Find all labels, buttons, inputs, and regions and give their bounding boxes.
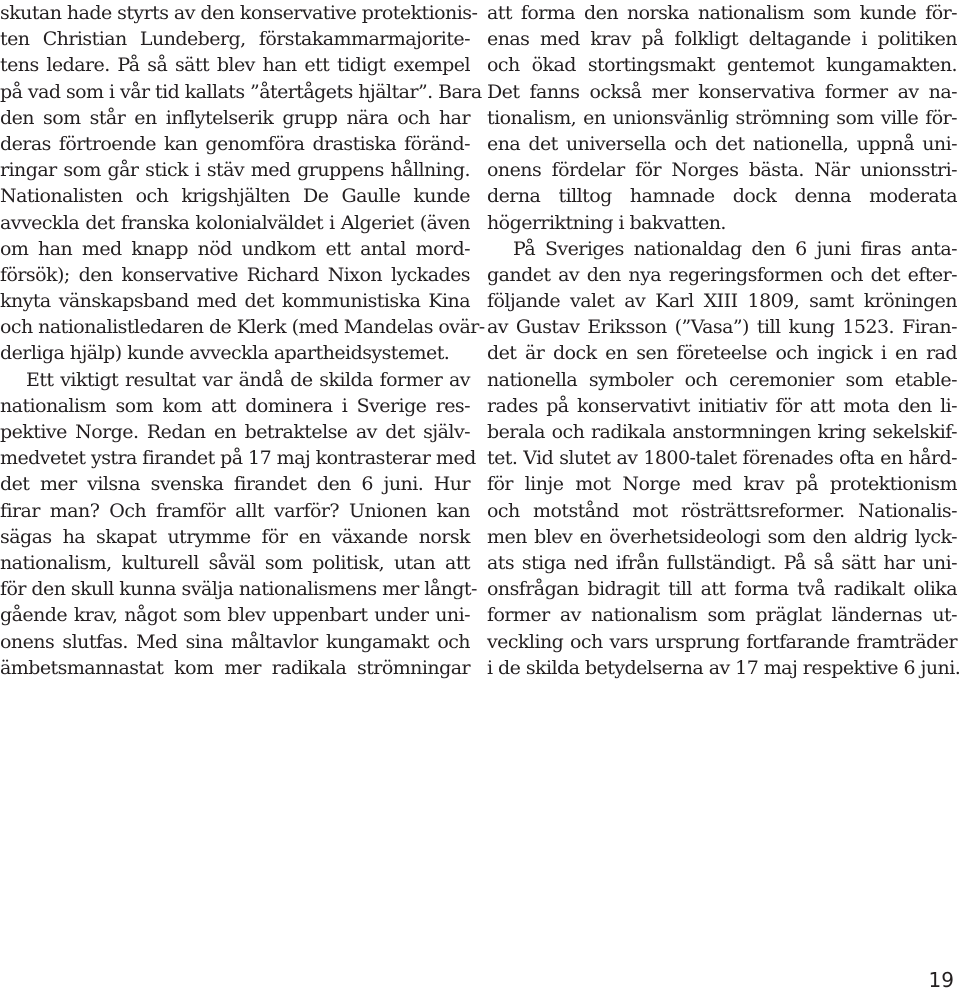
text-line: medvetet ystra firandet på 17 maj kontrasterar med [0, 447, 476, 470]
text-line: skutan hade styrts av den konservative protektionis- [0, 2, 478, 24]
text-line: knyta vänskapsband med det kommunistiska Kina [0, 290, 470, 313]
text-line: berala och radikala anstormningen kring sekelskif- [487, 421, 957, 443]
text-line: försök); den konservative Richard Nixon lyckades [0, 263, 470, 286]
text-line: högerriktning i bakvatten. [487, 211, 726, 234]
text-line: ämbetsmannastat kom mer radikala strömningar [0, 656, 470, 679]
text-line: i de skilda betydelserna av 17 maj respektive 6 juni. [487, 656, 960, 679]
text-line: av Gustav Eriksson (”Vasa”) till kung 1523. Firan- [487, 316, 957, 339]
text-line: derliga hjälp) kunde avveckla apartheidsystemet. [0, 342, 450, 365]
text-line: Det fanns också mer konservativa former av na- [487, 80, 957, 103]
text-line: rades på konservativt initiativ för att mota den li- [487, 394, 957, 417]
text-line: ten Christian Lundeberg, förstakammarmajorite- [0, 28, 470, 51]
text-line: och motstånd mot rösträttsreformer. Nationalis- [487, 499, 957, 522]
text-line: derna tilltog hamnade dock denna moderata [487, 185, 957, 208]
text-line: nationalism, kulturell såväl som politisk, utan att [0, 551, 470, 574]
text-line: veckling och vars ursprung fortfarande framträder [487, 630, 957, 653]
text-line: Nationalisten och krigshjälten De Gaulle kunde [0, 185, 470, 208]
text-line: onens fördelar för Norges bästa. När unionsstri- [487, 159, 957, 182]
text-line: ena det universella och det nationella, uppnå uni- [487, 132, 957, 155]
text-line: gandet av den nya regeringsformen och det efter- [487, 263, 957, 286]
text-line: tet. Vid slutet av 1800-talet förenades ofta en hård- [487, 447, 957, 470]
text-line: gående krav, något som blev uppenbart under uni- [0, 604, 470, 627]
text-line: att forma den norska nationalism som kunde för- [487, 2, 957, 24]
text-line: tens ledare. På så sätt blev han ett tidigt exempel [0, 54, 470, 77]
text-line: ringar som går stick i stäv med gruppens hållning. [0, 159, 470, 182]
left-text-column [0, 0, 485, 681]
text-line: onsfrågan bidragit till att forma två radikalt olika [487, 578, 957, 601]
text-line: nationalism som kom att dominera i Sverige res- [0, 394, 470, 417]
text-line: former av nationalism som präglat ländernas ut- [487, 604, 957, 627]
text-line: och nationalistledaren de Klerk (med Mandelas ovär- [0, 316, 485, 339]
text-line: ats stiga ned ifrån fullständigt. På så sätt har uni- [487, 551, 957, 574]
right-text-column [487, 0, 960, 681]
text-line: På Sveriges nationaldag den 6 juni firas anta- [513, 237, 957, 260]
text-line: pektive Norge. Redan en betraktelse av det själv- [0, 421, 470, 443]
text-line: den som står en inflytelserik grupp nära och har [0, 106, 470, 129]
text-line: men blev en överhetsideologi som den aldrig lyck- [487, 525, 957, 548]
text-line: och ökad stortingsmakt gentemot kungamakten. [487, 54, 957, 77]
text-line: på vad som i vår tid kallats ”återtågets hjältar”. Bara [0, 80, 482, 103]
text-line: om han med knapp nöd undkom ett antal mord- [0, 237, 470, 260]
text-line: det är dock en sen företeelse och ingick i en rad [487, 342, 957, 365]
text-line: för linje mot Norge med krav på protektionism [487, 473, 957, 496]
text-line: onens slutfas. Med sina måltavlor kungamakt och [0, 630, 470, 653]
page-number: 19 [928, 968, 954, 992]
text-line: Ett viktigt resultat var ändå de skilda former av [26, 368, 470, 391]
text-line: för den skull kunna svälja nationalismens mer långt- [0, 578, 477, 601]
text-line: enas med krav på folkligt deltagande i politiken [487, 28, 957, 51]
text-line: sägas ha skapat utrymme för en växande norsk [0, 525, 470, 548]
text-line: nationella symboler och ceremonier som etable- [487, 368, 957, 391]
text-line: tionalism, en unionsvänlig strömning som ville för- [487, 106, 957, 129]
text-line: avveckla det franska kolonialväldet i Algeriet (även [0, 211, 470, 234]
text-line: det mer vilsna svenska firandet den 6 juni. Hur [0, 473, 470, 496]
text-line: firar man? Och framför allt varför? Unionen kan [0, 499, 470, 522]
text-line: deras förtroende kan genomföra drastiska föränd- [0, 132, 470, 155]
text-line: följande valet av Karl XIII 1809, samt kröningen [487, 290, 957, 313]
